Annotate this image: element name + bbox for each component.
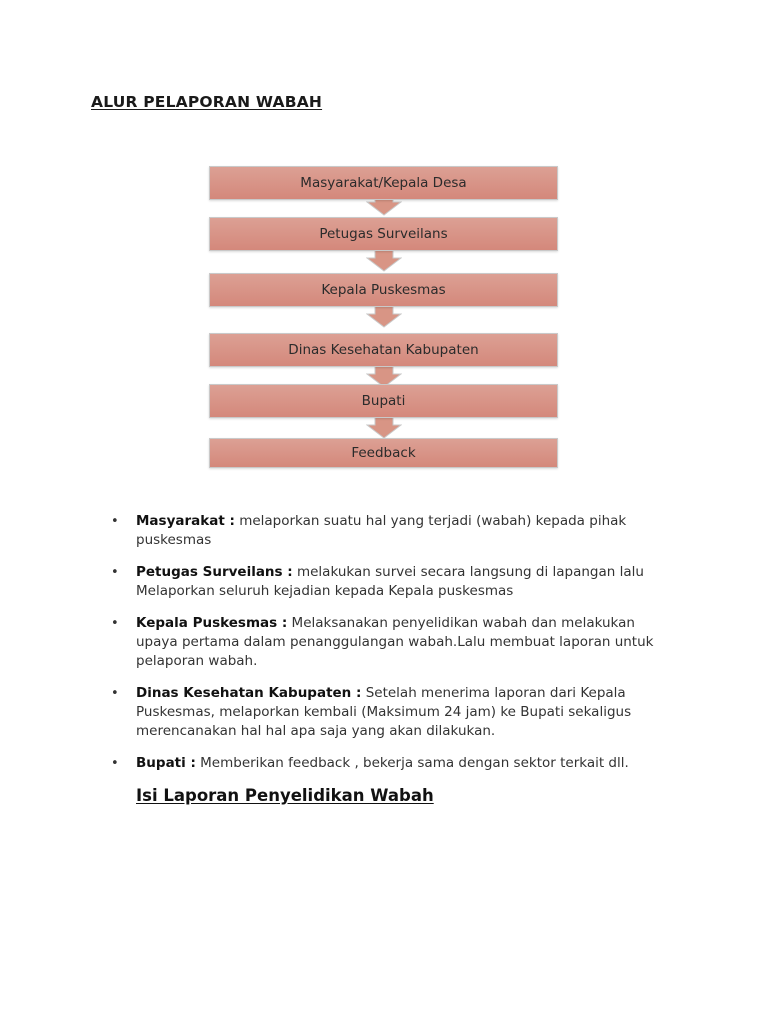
list-item bbox=[111, 684, 671, 741]
bullet-text: Melaksanakan penyelidikan wabah dan melakukan upaya pertama dalam penanggulangan wabah.Lalu membuat laporan untuk pelaporan wabah. bbox=[136, 615, 654, 669]
list-item bbox=[111, 512, 671, 550]
list-item bbox=[111, 563, 671, 601]
role-description-list bbox=[111, 512, 671, 786]
bullet-icon: • bbox=[111, 756, 119, 771]
bullet-icon: • bbox=[111, 565, 119, 580]
bullet-icon: • bbox=[111, 514, 119, 529]
bullet-term: Kepala Puskesmas : bbox=[136, 615, 288, 631]
bullet-text: Setelah menerima laporan dari Kepala Puskesmas, melaporkan kembali (Maksimum 24 jam) ke Bupati sekaligus merencanakan hal hal apa saja yang akan dilakukan. bbox=[136, 685, 632, 739]
down-arrow-icon bbox=[366, 306, 402, 328]
bullet-text: melaporkan suatu hal yang terjadi (wabah) kepada pihak puskesmas bbox=[136, 513, 627, 548]
list-item bbox=[111, 614, 671, 671]
list-item bbox=[111, 754, 671, 773]
bullet-term: Dinas Kesehatan Kabupaten : bbox=[136, 685, 362, 701]
bullet-text: melakukan survei secara langsung di lapangan lalu Melaporkan seluruh kejadian kepada Kepala puskesmas bbox=[136, 564, 644, 599]
flow-step-dinas-kesehatan: Dinas Kesehatan Kabupaten bbox=[209, 333, 558, 367]
bullet-term: Petugas Surveilans : bbox=[136, 564, 293, 580]
down-arrow-icon bbox=[366, 417, 402, 439]
flow-step-kepala-puskesmas: Kepala Puskesmas bbox=[209, 273, 558, 307]
flow-step-bupati: Bupati bbox=[209, 384, 558, 418]
section-subtitle: Isi Laporan Penyelidikan Wabah bbox=[136, 786, 434, 805]
bullet-term: Bupati : bbox=[136, 755, 196, 771]
bullet-term: Masyarakat : bbox=[136, 513, 235, 529]
flow-step-masyarakat: Masyarakat/Kepala Desa bbox=[209, 166, 558, 200]
flow-step-petugas-surveilans: Petugas Surveilans bbox=[209, 217, 558, 251]
down-arrow-icon bbox=[366, 250, 402, 272]
reporting-flowchart bbox=[209, 166, 558, 468]
flow-step-feedback: Feedback bbox=[209, 438, 558, 468]
bullet-icon: • bbox=[111, 616, 119, 631]
page-title: ALUR PELAPORAN WABAH bbox=[91, 93, 323, 111]
bullet-icon: • bbox=[111, 686, 119, 701]
bullet-text: Memberikan feedback , bekerja sama dengan sektor terkait dll. bbox=[195, 755, 629, 771]
